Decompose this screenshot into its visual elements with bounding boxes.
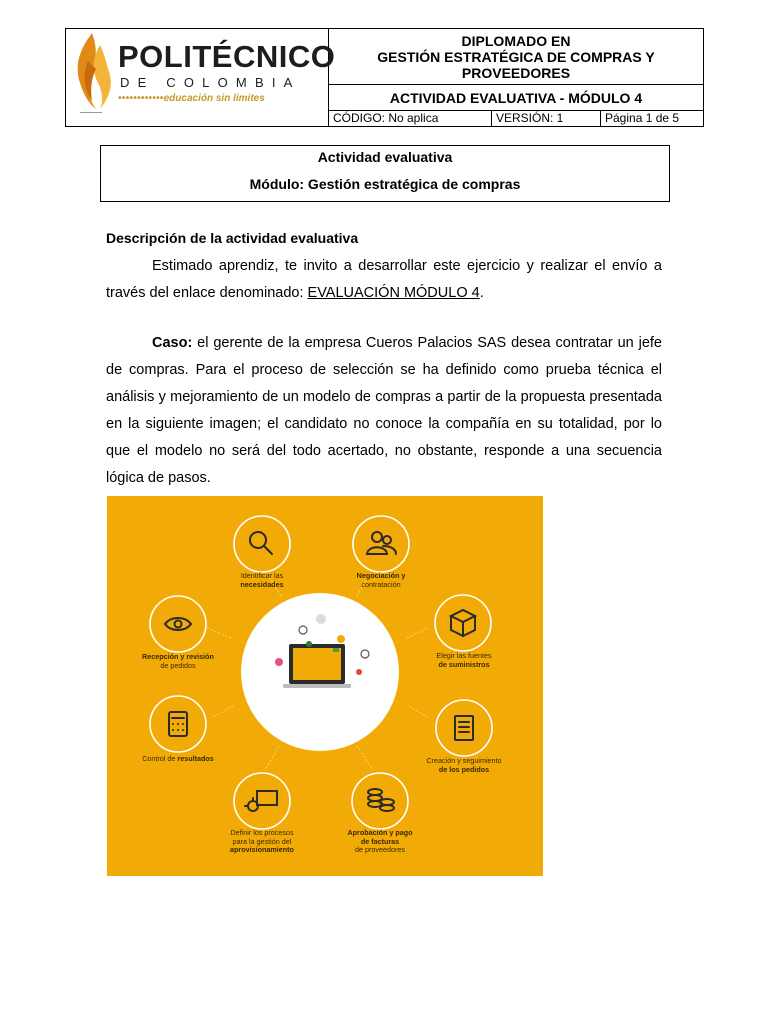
- logo-tagline-dots: ••••••••••••: [118, 93, 164, 104]
- header-version: VERSIÓN: 1: [492, 111, 601, 126]
- logo-tagline-text: educación sin limites: [163, 93, 265, 104]
- node-label-reception: Recepción y revisión de pedidos: [142, 652, 214, 670]
- node-label-orders: Creación y seguimiento de los pedidos: [426, 756, 502, 774]
- calculator-icon: [169, 712, 187, 736]
- flame-logo-icon: [70, 31, 116, 111]
- node-label-identify-needs: Identificar las necesidades: [240, 571, 284, 589]
- handshake-people-icon: [367, 532, 396, 554]
- node-label-negotiation: Negociación y contratación: [356, 571, 406, 589]
- document-icon: [455, 716, 473, 740]
- document-header: [65, 28, 704, 127]
- header-title: [329, 29, 703, 85]
- search-icon: [250, 532, 272, 554]
- section-heading: Descripción de la actividad evaluativa: [106, 230, 359, 246]
- infographic-graphics: [107, 496, 543, 876]
- node-label-invoice-approval: Aprobación y pago de facturas de proveedores: [347, 828, 413, 854]
- logo-tagline: [118, 93, 265, 104]
- module-title: Módulo: Gestión estratégica de compras: [249, 176, 521, 192]
- case-label: Caso:: [152, 335, 193, 351]
- header-activity: ACTIVIDAD EVALUATIVA - MÓDULO 4: [329, 85, 703, 111]
- node-label-control-results: Control de resultados: [142, 754, 214, 763]
- gear-monitor-icon: [245, 791, 277, 811]
- intro-text: Estimado aprendiz, te invito a desarrollar este ejercicio y realizar el envío a través del enlace denominado:: [106, 258, 662, 301]
- header-page-number: Página 1 de 5: [605, 111, 680, 125]
- case-paragraph: [106, 330, 662, 492]
- box-icon: [451, 610, 475, 636]
- case-text: el gerente de la empresa Cueros Palacios SAS desea contratar un jefe de compras. Para el proceso de selección se ha definido como prueba técnica el análisis y mejoramiento de un modelo de compras a partir de la propuesta presentada en la siguiente imagen; el candidato no conoce la compañía en su totalidad, por lo que el modelo no será del todo acertado, no obstante, responde a una secuencia lógica de pasos.: [106, 335, 662, 486]
- logo-underline: [80, 112, 102, 113]
- header-title-line2: GESTIÓN ESTRATÉGICA DE COMPRAS Y: [377, 48, 655, 65]
- purchasing-process-infographic: [107, 496, 543, 876]
- activity-title: Actividad evaluativa: [317, 149, 453, 165]
- logo-subname: DE COLOMBIA: [120, 75, 301, 90]
- evaluation-link[interactable]: EVALUACIÓN MÓDULO 4: [307, 285, 480, 301]
- header-title-line1: DIPLOMADO EN: [461, 32, 571, 49]
- header-meta-row: [329, 111, 703, 126]
- logo-name: POLITÉCNICO: [118, 39, 336, 74]
- header-code: CÓDIGO: No aplica: [329, 111, 492, 126]
- header-title-line3: PROVEEDORES: [461, 64, 571, 81]
- intro-paragraph: [106, 253, 662, 307]
- logo: [66, 29, 336, 126]
- activity-title-box: [100, 145, 670, 202]
- node-label-supply-sources: Elegir las fuentes de suministros: [436, 651, 492, 669]
- node-label-define-processes: Definir los procesos para la gestión del aprovisionamiento: [230, 828, 294, 854]
- coins-icon: [368, 789, 394, 811]
- eye-icon: [165, 618, 191, 630]
- intro-end: .: [479, 285, 484, 301]
